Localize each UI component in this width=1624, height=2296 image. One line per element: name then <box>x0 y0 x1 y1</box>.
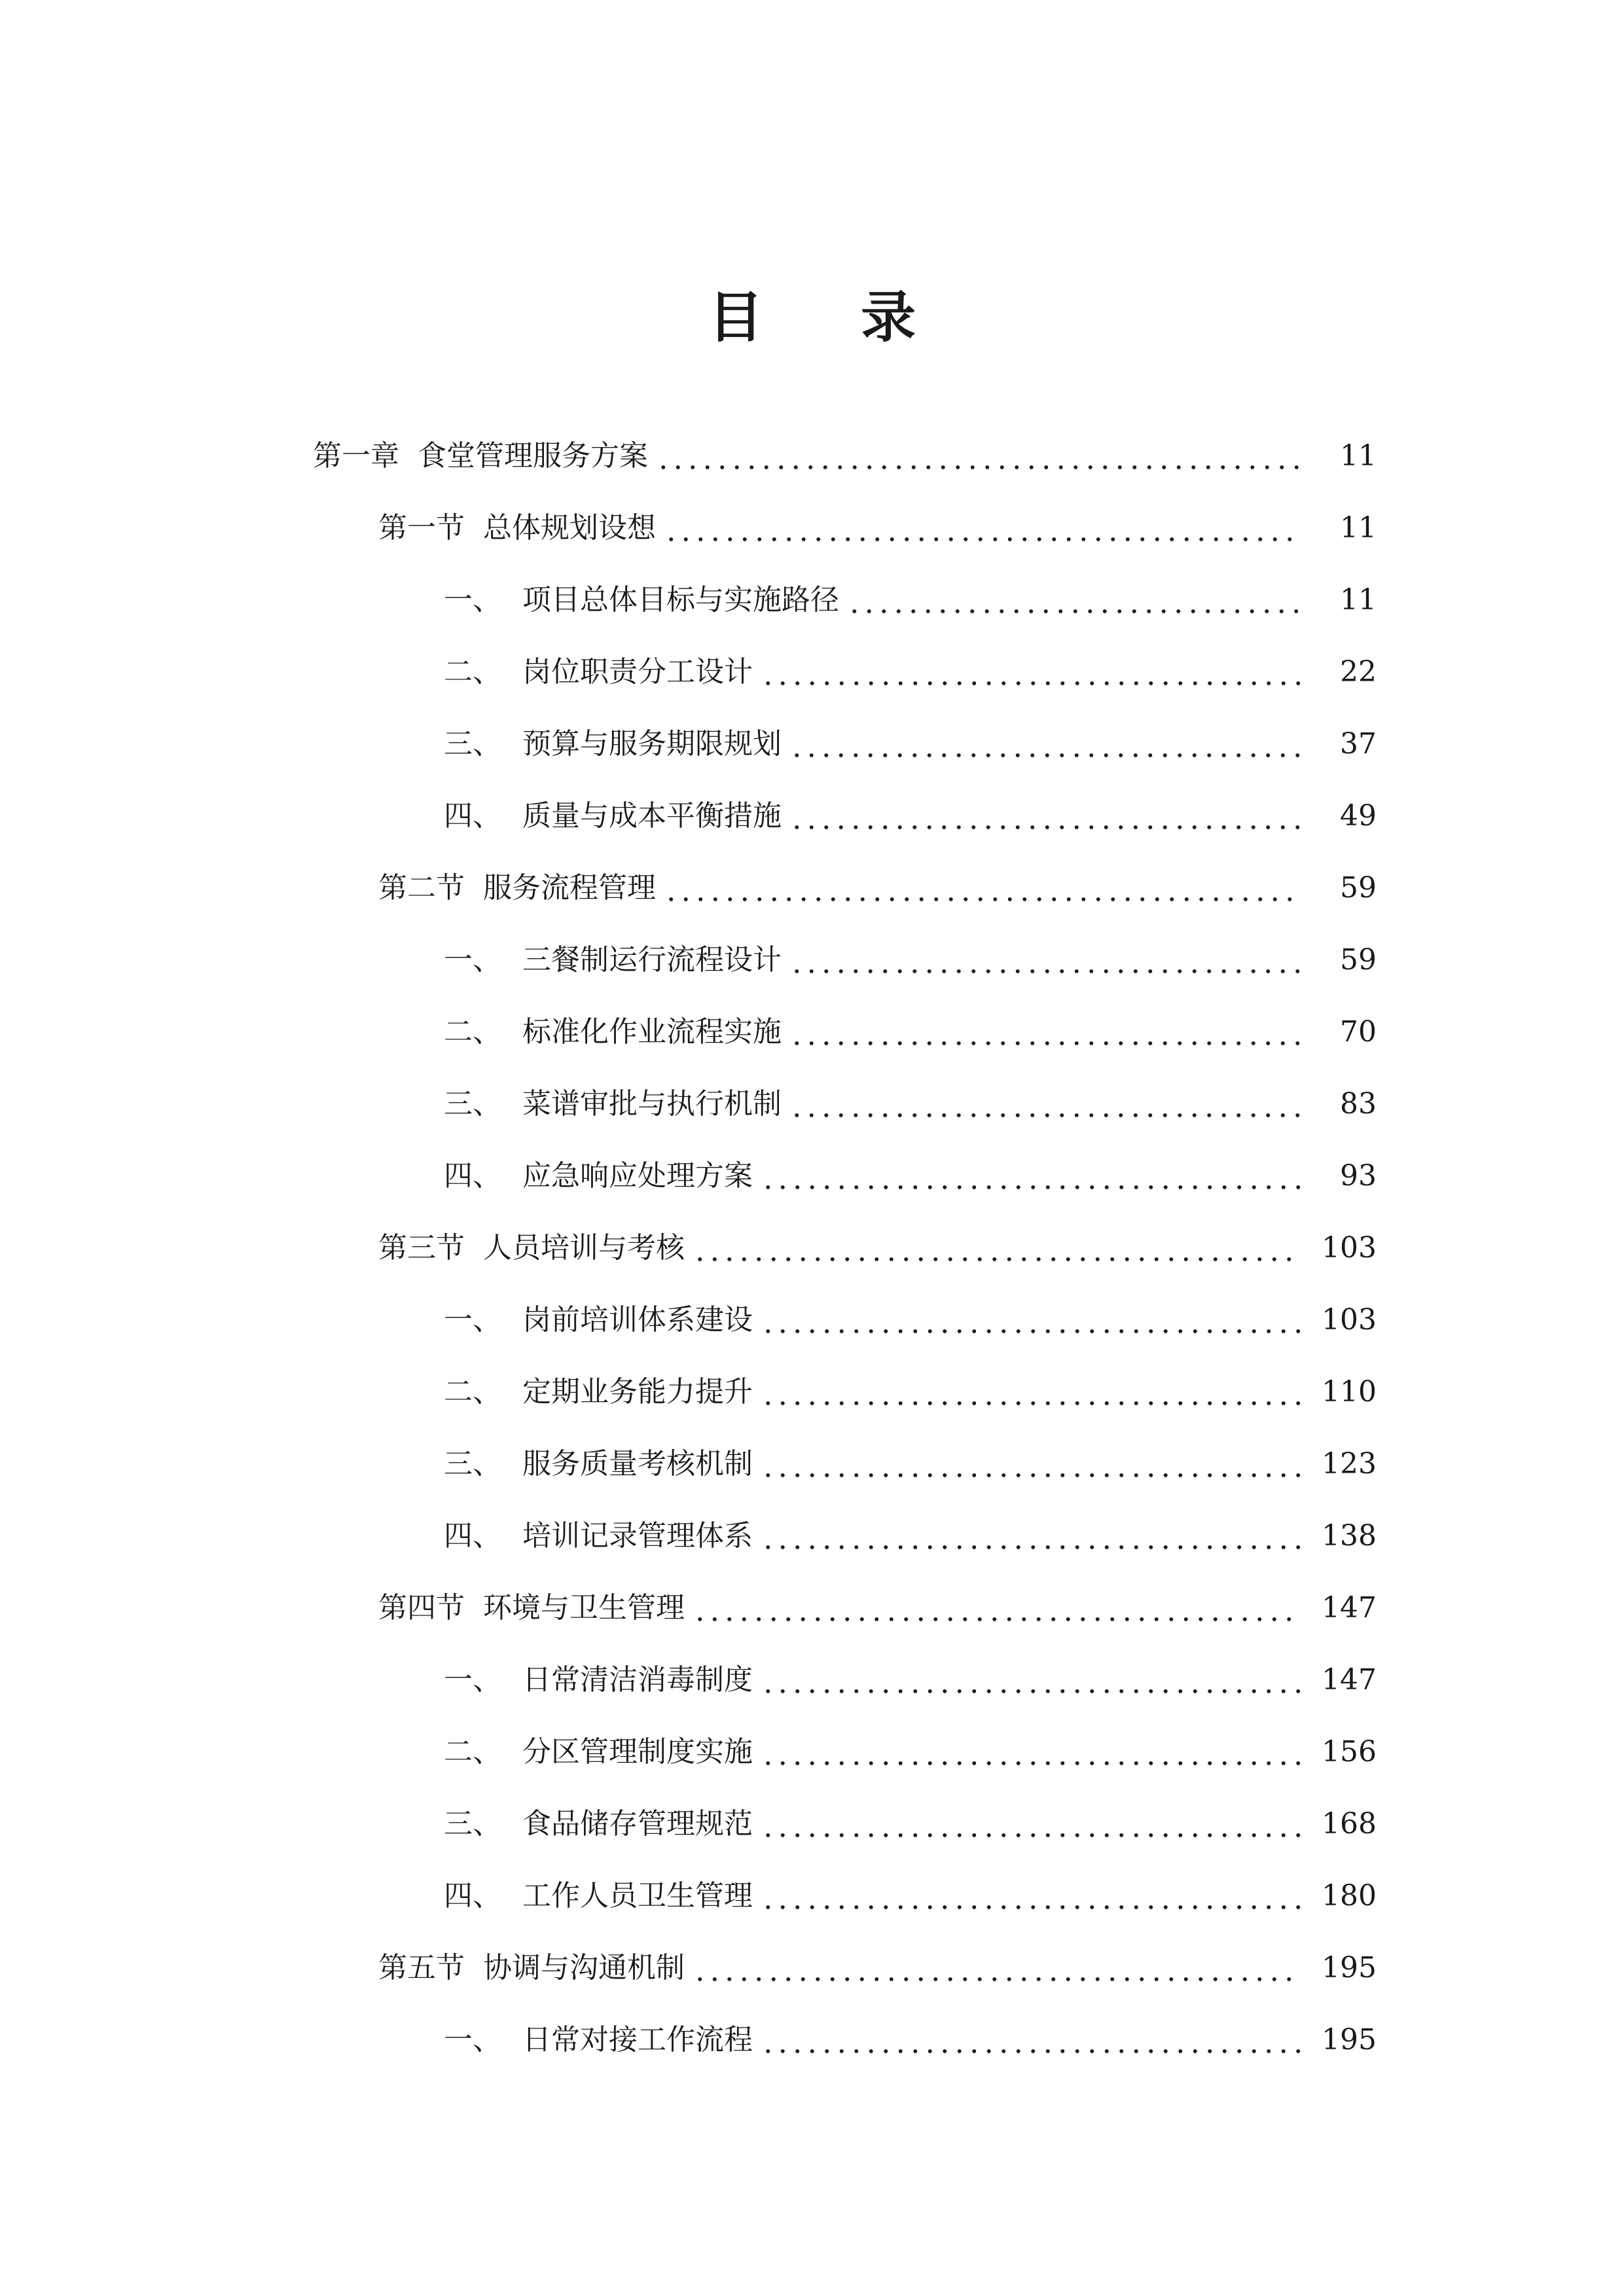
toc-entry-section[interactable] <box>0 1212 1624 1284</box>
toc-page-number: 59 <box>1340 943 1377 977</box>
dot-leader <box>847 586 1302 615</box>
toc-entry-item[interactable] <box>0 1644 1624 1716</box>
toc-entry-label: 定期业务能力提升 <box>522 1375 753 1408</box>
toc-entry-label: 服务流程管理 <box>483 871 656 905</box>
toc-entry-item[interactable] <box>0 1428 1624 1500</box>
toc-entry-number: 一、 <box>444 1663 501 1696</box>
toc-entry-label: 菜谱审批与执行机制 <box>522 1087 782 1121</box>
toc-entry-text <box>378 1229 685 1268</box>
toc-entry-item[interactable] <box>0 1068 1624 1140</box>
toc-entry-text <box>313 437 648 476</box>
toc-entry-label: 食堂管理服务方案 <box>418 439 648 473</box>
toc-entry-item[interactable] <box>0 924 1624 996</box>
toc-page-number: 49 <box>1340 799 1377 833</box>
toc-page-number: 103 <box>1322 1303 1377 1336</box>
toc-entry-number: 四、 <box>444 1519 501 1552</box>
table-of-contents <box>0 420 1624 2076</box>
toc-page-number: 11 <box>1340 511 1377 545</box>
dot-leader <box>664 874 1302 903</box>
toc-entry-label: 总体规划设想 <box>483 511 656 545</box>
toc-entry-number: 一、 <box>444 1303 501 1336</box>
toc-entry-text <box>378 509 656 548</box>
toc-entry-text <box>444 1804 753 1844</box>
dot-leader <box>761 2026 1302 2054</box>
dot-leader <box>761 658 1302 687</box>
dot-leader <box>761 1378 1302 1407</box>
toc-entry-item[interactable] <box>0 1716 1624 1788</box>
toc-entry-text <box>444 941 782 980</box>
toc-page-number: 123 <box>1322 1447 1377 1480</box>
toc-entry-number: 二、 <box>444 1735 501 1768</box>
dot-leader <box>761 1738 1302 1767</box>
dot-leader <box>761 1306 1302 1335</box>
toc-page-number: 168 <box>1322 1807 1377 1840</box>
toc-entry-text <box>444 653 753 692</box>
toc-entry-label: 岗前培训体系建设 <box>522 1303 753 1336</box>
toc-entry-text <box>444 797 782 836</box>
toc-entry-label: 项目总体目标与实施路径 <box>522 583 839 617</box>
toc-entry-label: 食品储存管理规范 <box>522 1807 753 1840</box>
dot-leader <box>693 1954 1302 1982</box>
toc-entry-text <box>444 1013 782 1052</box>
toc-entry-item[interactable] <box>0 1500 1624 1572</box>
toc-entry-label: 三餐制运行流程设计 <box>522 943 782 977</box>
toc-page-number: 147 <box>1322 1591 1377 1624</box>
toc-entry-number: 二、 <box>444 1015 501 1049</box>
toc-page-number: 156 <box>1322 1735 1377 1768</box>
toc-entry-number: 四、 <box>444 1159 501 1193</box>
toc-page-number: 37 <box>1340 727 1377 761</box>
toc-entry-section[interactable] <box>0 852 1624 924</box>
toc-page-number: 103 <box>1322 1231 1377 1265</box>
toc-page-number: 110 <box>1322 1375 1377 1408</box>
toc-page-number: 147 <box>1322 1663 1377 1696</box>
toc-entry-label: 日常清洁消毒制度 <box>522 1663 753 1696</box>
dot-leader <box>789 802 1302 831</box>
toc-entry-number: 第一节 <box>378 511 465 545</box>
dot-leader <box>761 1810 1302 1839</box>
toc-entry-item[interactable] <box>0 708 1624 780</box>
toc-entry-item[interactable] <box>0 1860 1624 1932</box>
dot-leader <box>761 1162 1302 1191</box>
toc-entry-item[interactable] <box>0 1356 1624 1428</box>
dot-leader <box>693 1594 1302 1623</box>
toc-entry-text <box>378 869 656 908</box>
toc-entry-item[interactable] <box>0 636 1624 708</box>
toc-entry-text <box>444 1732 753 1772</box>
dot-leader <box>789 730 1302 759</box>
toc-entry-label: 分区管理制度实施 <box>522 1735 753 1768</box>
toc-entry-item[interactable] <box>0 1284 1624 1356</box>
toc-entry-label: 工作人员卫生管理 <box>522 1879 753 1912</box>
toc-page-number: 11 <box>1340 583 1377 617</box>
toc-entry-label: 日常对接工作流程 <box>522 2023 753 2056</box>
toc-entry-text <box>444 1300 753 1340</box>
toc-entry-text <box>444 1660 753 1700</box>
toc-entry-text <box>444 2020 753 2060</box>
dot-leader <box>656 442 1302 471</box>
toc-entry-label: 人员培训与考核 <box>483 1231 685 1265</box>
toc-entry-number: 一、 <box>444 2023 501 2056</box>
toc-entry-number: 二、 <box>444 1375 501 1408</box>
toc-page-number: 11 <box>1340 439 1377 473</box>
toc-entry-number: 第二节 <box>378 871 465 905</box>
toc-entry-number: 三、 <box>444 727 501 761</box>
dot-leader <box>664 514 1302 543</box>
toc-entry-number: 第一章 <box>313 439 399 473</box>
toc-entry-number: 四、 <box>444 799 501 833</box>
page-title: 目 录 <box>708 285 956 350</box>
toc-entry-text <box>444 1372 753 1412</box>
toc-entry-item[interactable] <box>0 2004 1624 2076</box>
toc-page-number: 70 <box>1340 1015 1377 1049</box>
toc-entry-text <box>378 1948 685 1988</box>
toc-entry-text <box>444 1516 753 1556</box>
toc-entry-label: 标准化作业流程实施 <box>522 1015 782 1049</box>
toc-entry-number: 三、 <box>444 1807 501 1840</box>
toc-entry-text <box>444 1876 753 1916</box>
toc-entry-text <box>444 725 782 764</box>
dot-leader <box>761 1450 1302 1479</box>
toc-page-number: 59 <box>1340 871 1377 905</box>
toc-entry-item[interactable] <box>0 1788 1624 1860</box>
dot-leader <box>789 1018 1302 1047</box>
toc-entry-text <box>444 1157 753 1196</box>
toc-entry-number: 一、 <box>444 943 501 977</box>
toc-entry-item[interactable] <box>0 780 1624 852</box>
toc-entry-text <box>444 581 839 620</box>
toc-page-number: 93 <box>1340 1159 1377 1193</box>
toc-entry-number: 一、 <box>444 583 501 617</box>
toc-entry-number: 第四节 <box>378 1591 465 1624</box>
toc-page-number: 195 <box>1322 2023 1377 2056</box>
toc-entry-section[interactable] <box>0 1572 1624 1644</box>
toc-entry-label: 协调与沟通机制 <box>483 1951 685 1984</box>
toc-entry-number: 第三节 <box>378 1231 465 1265</box>
toc-entry-label: 岗位职责分工设计 <box>522 655 753 689</box>
toc-entry-label: 预算与服务期限规划 <box>522 727 782 761</box>
toc-entry-label: 应急响应处理方案 <box>522 1159 753 1193</box>
dot-leader <box>789 946 1302 975</box>
toc-entry-number: 三、 <box>444 1447 501 1480</box>
toc-page-number: 138 <box>1322 1519 1377 1552</box>
toc-entry-text <box>444 1085 782 1124</box>
toc-page-number: 22 <box>1340 655 1377 689</box>
toc-entry-item[interactable] <box>0 996 1624 1068</box>
toc-entry-label: 培训记录管理体系 <box>522 1519 753 1552</box>
toc-entry-item[interactable] <box>0 564 1624 636</box>
toc-entry-chapter[interactable] <box>0 420 1624 492</box>
toc-entry-number: 三、 <box>444 1087 501 1121</box>
dot-leader <box>693 1234 1302 1263</box>
toc-page-number: 83 <box>1340 1087 1377 1121</box>
dot-leader <box>789 1090 1302 1119</box>
toc-entry-section[interactable] <box>0 492 1624 564</box>
dot-leader <box>761 1522 1302 1551</box>
toc-entry-text <box>444 1444 753 1484</box>
toc-page-number: 180 <box>1322 1879 1377 1912</box>
toc-entry-item[interactable] <box>0 1140 1624 1212</box>
toc-entry-label: 质量与成本平衡措施 <box>522 799 782 833</box>
dot-leader <box>761 1882 1302 1910</box>
toc-entry-label: 服务质量考核机制 <box>522 1447 753 1480</box>
toc-entry-text <box>378 1588 685 1628</box>
toc-entry-label: 环境与卫生管理 <box>483 1591 685 1624</box>
toc-entry-number: 四、 <box>444 1879 501 1912</box>
toc-page-number: 195 <box>1322 1951 1377 1984</box>
toc-entry-number: 第五节 <box>378 1951 465 1984</box>
toc-entry-number: 二、 <box>444 655 501 689</box>
toc-entry-section[interactable] <box>0 1932 1624 2004</box>
dot-leader <box>761 1666 1302 1695</box>
